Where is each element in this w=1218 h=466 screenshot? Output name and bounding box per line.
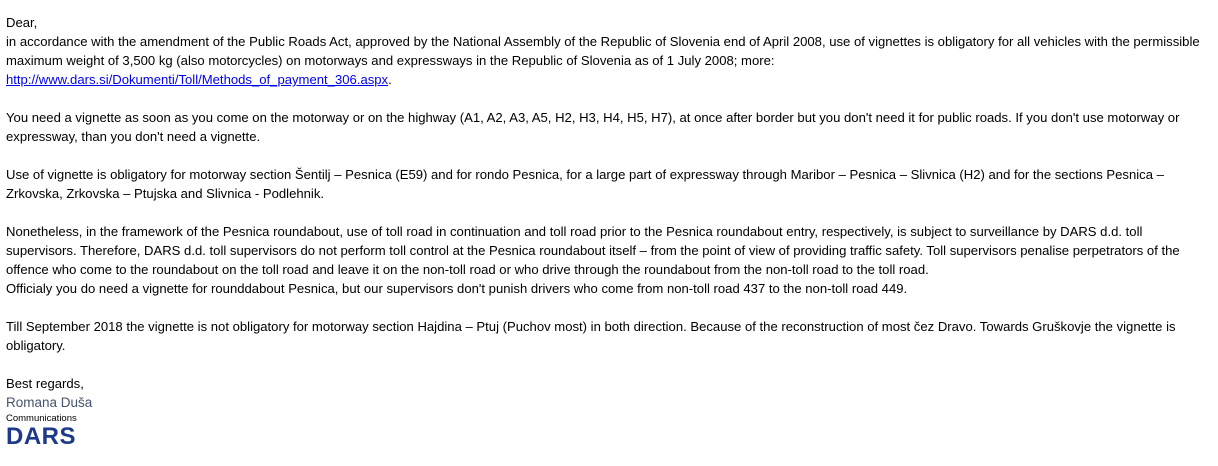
signature-name: Romana Duša (6, 395, 93, 410)
greeting: Dear, (6, 15, 38, 30)
paragraph-hajdina: Till September 2018 the vignette is not obligatory for motorway section Hajdina – Ptuj (Puchov most) in both direction. Because of the reconstruction of most čez Dravo. Towards Gruškovje the vignette is obligatory. (6, 319, 1176, 353)
paragraph-motorway-usage: You need a vignette as soon as you come on the motorway or on the highway (A1, A2, A3, A5, H2, H3, H4, H5, H7), at once after border but you don't need it for public roads. If you don't use motorway or expressway, than you don't need a vignette. (6, 110, 1180, 144)
paragraph-vignette-law (6, 32, 1212, 89)
paragraph-vignette-law-text: in accordance with the amendment of the Public Roads Act, approved by the National Assembly of the Republic of Slovenia end of April 2008, use of vignettes is obligatory for all vehicles with the permissible maximum weight of 3,500 kg (also motorcycles) on motorways and expressways in the Republic of Slovenia as of 1 July 2008; more: (6, 34, 1200, 68)
signature-role: Communications (6, 413, 77, 424)
closing: Best regards, (6, 376, 84, 391)
link-period: . (388, 72, 392, 87)
paragraph-sections: Use of vignette is obligatory for motorway section Šentilj – Pesnica (E59) and for rondo Pesnica, for a large part of expressway through Maribor – Pesnica – Slivnica (H2) and for the sections Pesnica – Zrkovska, Zrkovska – Ptujska and Slivnica - Podlehnik. (6, 167, 1164, 201)
dars-payment-link[interactable]: http://www.dars.si/Dokumenti/Toll/Methods_of_payment_306.aspx (6, 72, 389, 87)
dars-logo: DARS (6, 423, 77, 450)
email-body (6, 13, 1212, 449)
paragraph-roundabout-official: Officialy you do need a vignette for rounddabout Pesnica, but our supervisors don't punish drivers who come from non-toll road 437 to the non-toll road 449. (6, 281, 908, 296)
paragraph-roundabout: Nonetheless, in the framework of the Pesnica roundabout, use of toll road in continuation and toll road prior to the Pesnica roundabout entry, respectively, is subject to surveillance by DARS d.d. toll supervisors. Therefore, DARS d.d. toll supervisors do not perform toll control at the Pesnica roundabout itself – from the point of view of providing traffic safety. Toll supervisors penalise perpetrators of the offence who come to the roundabout on the toll road and leave it on the non-toll road or who drive through the roundabout from the non-toll road to the toll road. (6, 224, 1180, 277)
